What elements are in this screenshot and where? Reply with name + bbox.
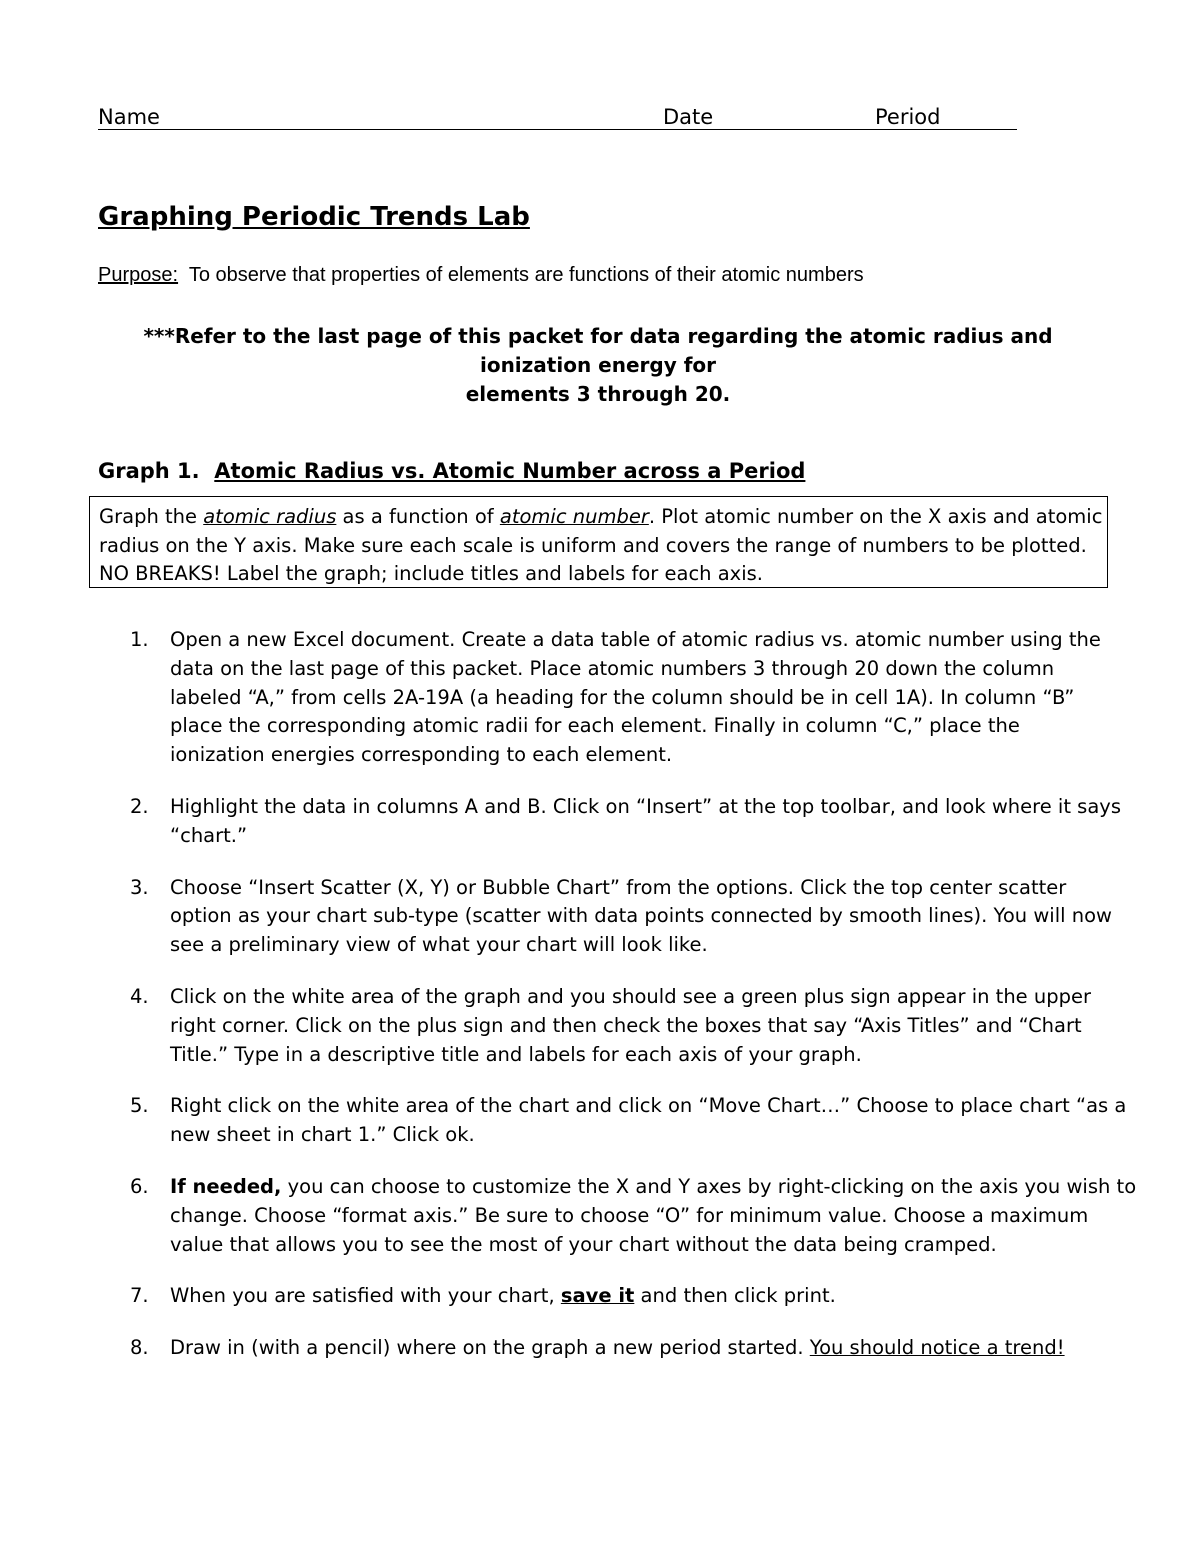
atomic-radius-term: atomic radius — [203, 505, 337, 528]
purpose-line — [98, 261, 864, 289]
step-text: Highlight the data in columns A and B. Click on “Insert” at the top toolbar, and look where it says — [170, 794, 1121, 818]
instructions-text: . Plot atomic number on the X axis and atomic — [648, 505, 1103, 528]
step-item — [130, 1092, 1127, 1150]
step-text-lead — [170, 1173, 1137, 1202]
step-item — [130, 793, 1121, 851]
purpose-text: To observe that properties of elements are functions of their atomic numbers — [188, 264, 864, 286]
step-text: When you are satisfied with your chart, — [170, 1284, 561, 1308]
step-number: 6. — [130, 1174, 149, 1198]
instructions-text: as a function of — [336, 505, 500, 528]
step-item — [130, 1282, 1110, 1311]
step-text: new sheet in chart 1.” Click ok. — [170, 1123, 475, 1147]
step-number: 5. — [130, 1094, 149, 1118]
step-text: see a preliminary view of what your chart will look like. — [170, 933, 708, 957]
step-number: 1. — [130, 628, 149, 651]
step-number: 7. — [130, 1284, 149, 1308]
date-label: Date — [663, 105, 714, 129]
instructions-box — [89, 496, 1108, 588]
name-blank-line — [98, 129, 663, 130]
step-text: Choose “Insert Scatter (X, Y) or Bubble Chart” from the options. Click the top center scatter — [170, 875, 1067, 899]
step-text: Title.” Type in a descriptive title and labels for each axis of your graph. — [170, 1042, 862, 1066]
name-label: Name — [98, 105, 160, 129]
date-blank-line — [663, 129, 875, 130]
step-text-line — [170, 1282, 1110, 1311]
step-text: labeled “A,” from cells 2A-19A (a heading for the column should be in cell 1A). In column “B” — [170, 685, 1075, 709]
instructions-line-2: radius on the Y axis. Make sure each scale is uniform and covers the range of numbers to be plotted. — [99, 533, 1087, 557]
step-number: 3. — [130, 875, 149, 899]
atomic-number-term: atomic number — [499, 505, 649, 528]
step-item — [130, 983, 1110, 1069]
step-number: 8. — [130, 1336, 149, 1360]
period-label: Period — [875, 105, 941, 129]
period-blank-line — [875, 129, 1017, 130]
step-number: 4. — [130, 984, 149, 1008]
step-text: value that allows you to see the most of your chart without the data being cramped. — [170, 1232, 997, 1256]
step-item — [130, 874, 1110, 960]
refer-note — [98, 322, 1098, 409]
page-title: Graphing Periodic Trends Lab — [98, 202, 530, 232]
step-text: Open a new Excel document. Create a data table of atomic radius vs. atomic number using the — [170, 628, 1101, 651]
step-number: 2. — [130, 794, 149, 818]
step-text: and then click print. — [634, 1284, 836, 1308]
steps-list — [130, 626, 1137, 1386]
step-item — [130, 626, 1110, 770]
step-text: ionization energies corresponding to each element. — [170, 743, 673, 767]
graph-1-heading — [98, 456, 805, 486]
graph-1-prefix: Graph 1. — [98, 459, 200, 483]
graph-1-title: Atomic Radius vs. Atomic Number across a Period — [214, 459, 806, 483]
refer-note-line-1: ***Refer to the last page of this packet for data regarding the atomic radius and ionization energy for — [143, 324, 1053, 377]
step-text: option as your chart sub-type (scatter with data points connected by smooth lines). You will now — [170, 904, 1112, 928]
step-text: you can choose to customize the X and Y axes by right-clicking on the axis you wish to — [281, 1174, 1137, 1198]
header-fields — [98, 102, 1018, 132]
step-text: Draw in (with a pencil) where on the graph a new period started. — [170, 1336, 810, 1360]
step-text: data on the last page of this packet. Place atomic numbers 3 through 20 down the column — [170, 656, 1055, 680]
step-text-line — [170, 1334, 1110, 1363]
step-text: “chart.” — [170, 823, 248, 847]
step-text: change. Choose “format axis.” Be sure to choose “O” for minimum value. Choose a maximum — [170, 1203, 1089, 1227]
step-text: right corner. Click on the plus sign and then check the boxes that say “Axis Titles” and “Chart — [170, 1013, 1082, 1037]
if-needed-emphasis: If needed, — [170, 1174, 282, 1198]
notice-trend-emphasis: You should notice a trend! — [809, 1336, 1065, 1360]
step-text: Right click on the white area of the chart and click on “Move Chart…” Choose to place chart “as a — [170, 1094, 1127, 1118]
step-item — [130, 1173, 1137, 1259]
instructions-line-3: NO BREAKS! Label the graph; include titles and labels for each axis. — [99, 562, 763, 585]
purpose-label: Purpose: — [98, 264, 179, 286]
refer-note-line-2: elements 3 through 20. — [465, 382, 731, 406]
step-text: place the corresponding atomic radii for each element. Finally in column “C,” place the — [170, 714, 1020, 738]
instructions-line-1 — [99, 503, 1103, 532]
step-text: Click on the white area of the graph and you should see a green plus sign appear in the upper — [170, 984, 1092, 1008]
step-item — [130, 1334, 1110, 1363]
save-it-emphasis: save it — [560, 1284, 635, 1308]
instructions-text: Graph the — [99, 505, 204, 528]
